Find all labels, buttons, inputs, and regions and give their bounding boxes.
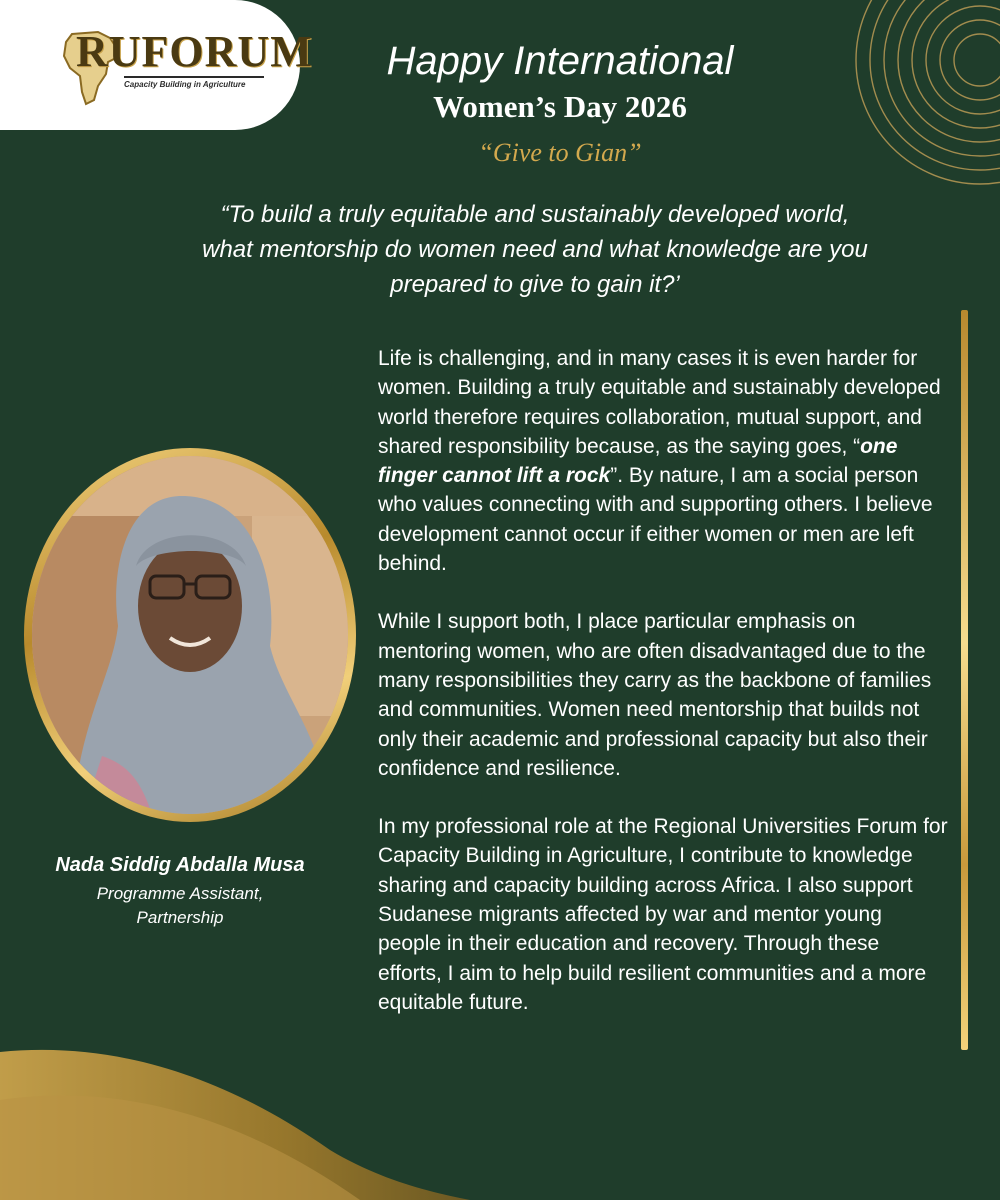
heading-title: Happy International: [386, 39, 734, 83]
testimonial-body: [378, 344, 948, 1046]
guiding-question: “To build a truly equitable and sustainably developed world, what mentorship do women need and what knowledge are you prepared to give to gain it?’: [202, 201, 868, 298]
paragraph-1-start: Life is challenging, and in many cases it is even harder for women. Building a truly equitable and sustainably developed world therefore requires collaboration, mutual support, and shared responsibility because, as the saying goes, “: [378, 347, 941, 458]
heading-subtitle: Women’s Day 2026: [433, 89, 687, 124]
paragraph-2: While I support both, I place particular emphasis on mentoring women, who are often disadvantaged due to the many responsibilities they carry as the backbone of families and communities. Women need mentorship that builds not only their academic and professional capacity but also their confidence and resilience.: [378, 610, 932, 780]
profile-role-line2: Partnership: [136, 908, 224, 927]
profile-role-line1: Programme Assistant,: [96, 884, 264, 903]
paragraph-3: In my professional role at the Regional Universities Forum for Capacity Building in Agriculture, I contribute to knowledge sharing and capacity building across Africa. I also support Sudanese migrants affected by war and mentor young people in their education and recovery. Through these efforts, I aim to help build resilient communities and a more equitable future.: [378, 815, 948, 1014]
paragraph-1: [378, 344, 948, 578]
profile-role: [20, 882, 340, 930]
profile-name: Nada Siddig Abdalla Musa: [55, 854, 305, 876]
heading-theme: “Give to Gian”: [478, 138, 642, 167]
gold-wave-decoration: [0, 1040, 620, 1200]
gold-accent-bar: [961, 310, 968, 1050]
logo-wordmark: RUFORUM: [76, 27, 313, 76]
logo-tagline: Capacity Building in Agriculture: [124, 80, 246, 89]
logo-divider: [124, 76, 264, 78]
decorative-rings: [790, 0, 1000, 210]
paragraph-1-end: ”. By nature, I am a social person who values connecting with and supporting others. I believe development cannot occur if either women or men are left behind.: [378, 464, 933, 576]
person-portrait-illustration: [32, 456, 348, 814]
saying-highlight: one finger cannot lift a rock: [378, 434, 898, 488]
portrait-photo: [32, 456, 348, 814]
